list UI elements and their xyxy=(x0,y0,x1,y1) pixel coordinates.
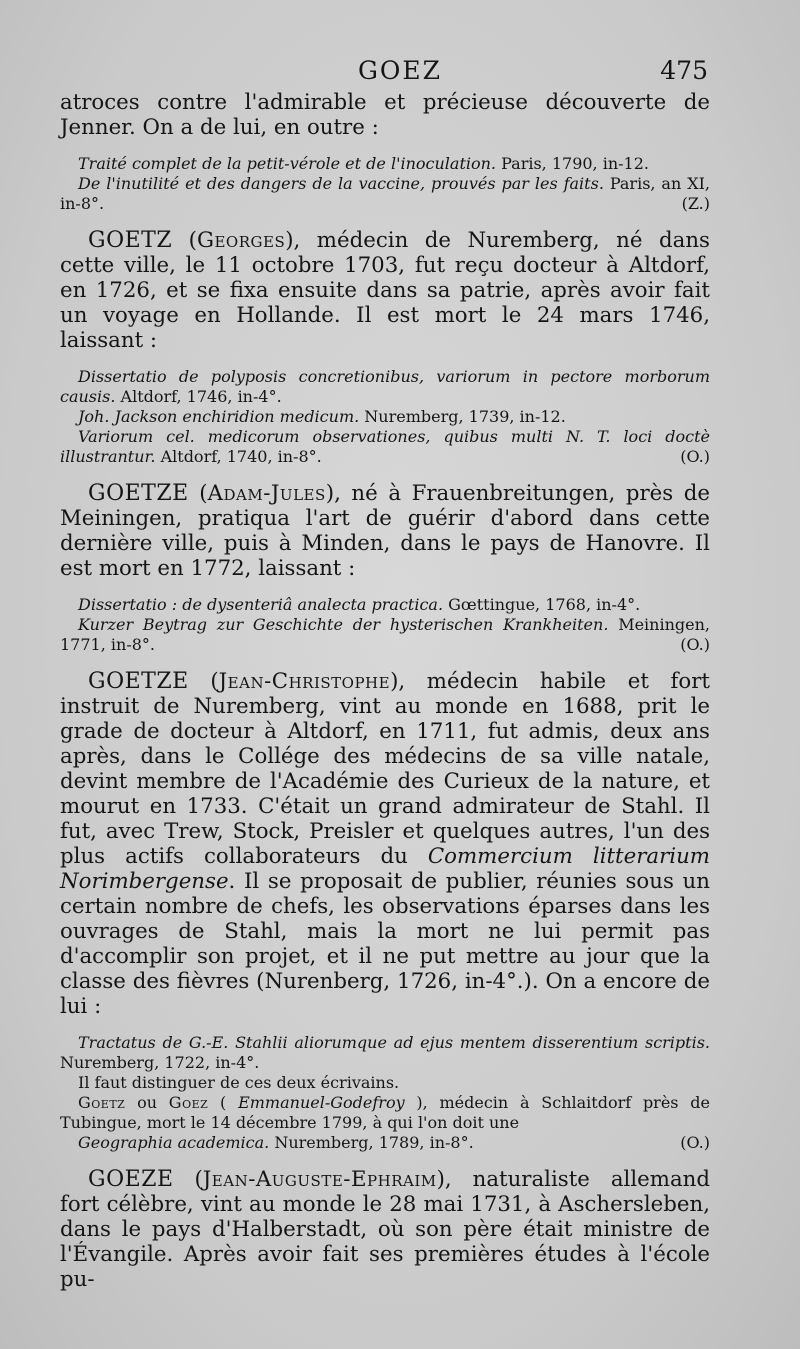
work-details: Nuremberg, 1789, in-8°. xyxy=(269,1133,474,1152)
work-item xyxy=(60,615,710,655)
author-signature: (Z.) xyxy=(681,194,710,213)
work-details: Altdorf, 1746, in-4°. xyxy=(115,387,282,406)
biographical-entry xyxy=(60,481,710,655)
work-item xyxy=(60,367,710,407)
entry-paragraph: GOEZE (Jean-Auguste-Ephraim), naturaliste allemand fort célèbre, vint au monde le 28 mai 1731, à Aschersleben, dans le pays d'Halberstadt, où son père était ministre de l'Évangile. Après avoir fait ses premières études à l'école pu- xyxy=(60,1167,710,1292)
work-item xyxy=(60,1033,710,1073)
entry-text: . Il se proposait de publier, réunies sous un certain nombre de chefs, les observations éparses dans les ouvrages de Stahl, mais la mort ne lui permit pas d'accomplir son projet, et il ne put mettre au jour que la classe des fièvres (Nurenberg, 1726, in-4°.). On a encore de lui : xyxy=(60,869,710,1019)
work-title: Dissertatio : de dysenteriâ analecta practica. xyxy=(78,595,444,614)
entry-text-emphasis: Commercium litterarium Norimbergense xyxy=(60,844,710,894)
entry-text: , né à Frauenbreitungen, près de Meiningen, pratiqua l'art de guérir d'abord dans cette dernière ville, puis à Minden, dans le pays de Hanovre. Il est mort en 1772, laissant : xyxy=(60,481,710,581)
work-details: Paris, 1790, in-12. xyxy=(496,154,649,173)
biographical-entry xyxy=(60,669,710,1153)
work-item xyxy=(60,154,710,174)
entry-headword: GOEZE xyxy=(88,1167,174,1192)
biographical-entry xyxy=(60,1167,710,1292)
entry-headword: GOETZ xyxy=(88,228,173,253)
entry-works xyxy=(60,1033,710,1153)
entry-note: Il faut distinguer de ces deux écrivains. xyxy=(78,1073,400,1092)
entry-text: , médecin habile et fort instruit de Nuremberg, vint au monde en 1688, prit le grade de docteur à Altdorf, en 1711, fut admis, deux ans après, dans le Collége des médecins de sa ville natale, devint membre de l'Académie des Curieux de la nature, et mourut en 1733. C'était un grand admirateur de Stahl. Il fut, avec Trew, Stock, Preisler et quelques autres, l'un des plus actifs collaborateurs du xyxy=(60,669,710,869)
entry-forename: Jean-Christophe xyxy=(218,669,391,694)
work-details: Nuremberg, 1739, in-12. xyxy=(359,407,566,426)
running-head: GOEZ xyxy=(357,56,443,85)
biographical-entry xyxy=(60,228,710,467)
author-signature: (O.) xyxy=(680,1133,710,1152)
work-title: Geographia academica. xyxy=(78,1133,270,1152)
entry-works xyxy=(60,367,710,467)
entry-forename: Georges xyxy=(196,228,286,253)
sub-entry xyxy=(60,1093,710,1133)
intro-works xyxy=(60,154,710,214)
entry-forename: Jean-Auguste-Ephraim xyxy=(202,1167,437,1192)
work-details: Gœttingue, 1768, in-4°. xyxy=(443,595,641,614)
work-item xyxy=(60,1133,710,1153)
work-item xyxy=(60,407,710,427)
work-item xyxy=(60,174,710,214)
sub-entry-name-alt: Goez xyxy=(168,1093,209,1112)
entry-paragraph: GOETZ (Georges), médecin de Nuremberg, né dans cette ville, le 11 octobre 1703, fut reçu docteur à Altdorf, en 1726, et se fixa ensuite dans sa patrie, après avoir fait un voyage en Hollande. Il est mort le 24 mars 1746, laissant : xyxy=(60,228,710,353)
work-title: Traité complet de la petit-vérole et de l'inoculation. xyxy=(78,154,497,173)
entry-forename: Adam-Jules xyxy=(207,481,326,506)
sub-entry-conj: ou xyxy=(125,1093,169,1112)
work-details: Nuremberg, 1722, in-4°. xyxy=(60,1053,260,1072)
entry-paragraph: GOETZE (Adam-Jules), né à Frauenbreitungen, près de Meiningen, pratiqua l'art de guérir d'abord dans cette dernière ville, puis à Minden, dans le pays de Hanovre. Il est mort en 1772, laissant : xyxy=(60,481,710,581)
entry-text: , médecin de Nuremberg, né dans cette ville, le 11 octobre 1703, fut reçu docteur à Altdorf, en 1726, et se fixa ensuite dans sa patrie, après avoir fait un voyage en Hollande. Il est mort le 24 mars 1746, laissant : xyxy=(60,228,710,353)
entry-text: , naturaliste allemand fort célèbre, vint au monde le 28 mai 1731, à Aschersleben, dans le pays d'Halberstadt, où son père était ministre de l'Évangile. Après avoir fait ses premières études à l'école pu- xyxy=(60,1167,710,1292)
entry-paragraph: GOETZE (Jean-Christophe), médecin habile et fort instruit de Nuremberg, vint au monde en 1688, prit le grade de docteur à Altdorf, en 1711, fut admis, deux ans après, dans le Collége des médecins de sa ville natale, devint membre de l'Académie des Curieux de la nature, et mourut en 1733. C'était un grand admirateur de Stahl. Il fut, avec Trew, Stock, Preisler et quelques autres, l'un des plus actifs collaborateurs du Commercium litterarium Norimbergense. Il se proposait de publier, réunies sous un certain nombre de chefs, les observations éparses dans les ouvrages de Stahl, mais la mort ne lui permit pas d'accomplir son projet, et il ne put mettre au jour que la classe des fièvres (Nurenberg, 1726, in-4°.). On a encore de lui : xyxy=(60,669,710,1019)
entry-works xyxy=(60,595,710,655)
work-title: Kurzer Beytrag zur Geschichte der hysterischen Krankheiten. xyxy=(78,615,609,634)
page-number: 475 xyxy=(660,56,708,85)
page-header xyxy=(0,52,800,88)
entry-headword: GOETZE xyxy=(88,481,189,506)
work-title: Variorum cel. medicorum observationes, quibus multi N. T. loci doctè illustrantur. xyxy=(60,427,710,466)
work-title: De l'inutilité et des dangers de la vaccine, prouvés par les faits. xyxy=(78,174,604,193)
author-signature: (O.) xyxy=(680,447,710,466)
work-item xyxy=(60,427,710,467)
entry-headword: GOETZE xyxy=(88,669,189,694)
sub-entry-name: Goetz xyxy=(78,1093,126,1112)
page-content xyxy=(60,90,710,1292)
work-details: Meiningen, 1771, in-8°. xyxy=(60,615,710,654)
work-details: Altdorf, 1740, in-8°. xyxy=(155,447,322,466)
work-title: Dissertatio de polyposis concretionibus, variorum in pectore morborum causis. xyxy=(60,367,710,406)
work-title: Tractatus de G.-E. Stahlii aliorumque ad ejus mentem disserentium scriptis. xyxy=(78,1033,710,1052)
work-title: Joh. Jackson enchiridion medicum. xyxy=(78,407,360,426)
work-details: Paris, an XI, in-8°. xyxy=(60,174,711,213)
author-signature: (O.) xyxy=(680,635,710,654)
sub-entry-forename: Emmanuel-Godefroy xyxy=(238,1093,405,1112)
sub-entry-text: ), médecin à Schlaitdorf près de Tubingue, mort le 14 décembre 1799, à qui l'on doit une xyxy=(60,1093,710,1132)
intro-paragraph: atroces contre l'admirable et précieuse découverte de Jenner. On a de lui, en outre : xyxy=(60,90,710,140)
work-item xyxy=(60,595,710,615)
sub-entry-paren: ( xyxy=(208,1093,239,1112)
